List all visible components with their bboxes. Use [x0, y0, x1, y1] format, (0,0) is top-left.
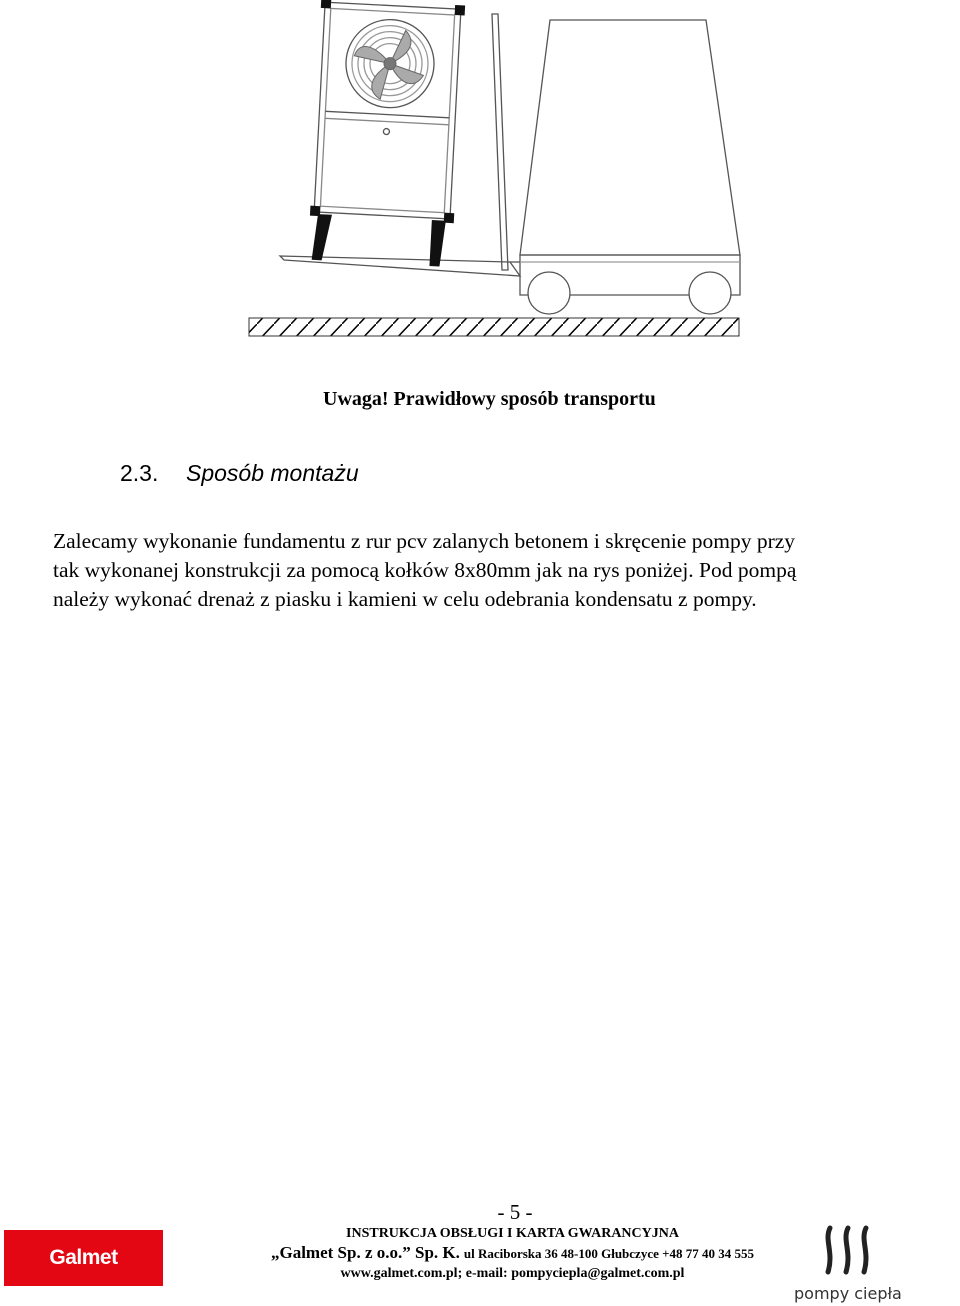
heat-pump [308, 0, 466, 267]
company-address: ul Raciborska 36 48-100 Głubczyce +48 77 40 34 555 [463, 1246, 755, 1261]
footer-text [190, 1225, 835, 1283]
body-paragraph [53, 527, 960, 614]
footer-title: INSTRUKCJA OBSŁUGI I KARTA GWARANCYJNA [346, 1226, 679, 1241]
section-title: Sposób montażu [186, 460, 359, 486]
heat-pump-brand-logo [790, 1222, 910, 1306]
transport-figure [240, 0, 750, 345]
heat-waves-icon [820, 1222, 880, 1280]
forklift-body [280, 14, 740, 314]
section-number: 2.3. [120, 460, 159, 486]
footer-contact: www.galmet.com.pl; e-mail: pompyciepla@galmet.com.pl [340, 1266, 685, 1281]
footer-company [190, 1243, 835, 1264]
section-heading [120, 460, 359, 487]
figure-caption: Uwaga! Prawidłowy sposób transportu [323, 388, 656, 410]
galmet-logo-text: Galmet [49, 1246, 118, 1269]
ground-hatch [249, 318, 739, 336]
body-line: należy wykonać drenaż z piasku i kamieni w celu odebrania kondensatu z pompy. [53, 587, 757, 611]
brand-text: pompy ciepła [794, 1284, 902, 1303]
company-name: „Galmet Sp. z o.o.” Sp. K. [270, 1243, 460, 1262]
body-line: Zalecamy wykonanie fundamentu z rur pcv zalanych betonem i skręcenie pompy przy [53, 529, 796, 553]
forklift-illustration [240, 0, 750, 345]
body-line: tak wykonanej konstrukcji za pomocą kołków 8x80mm jak na rys poniżej. Pod pompą [53, 558, 797, 582]
page-number: - 5 - [497, 1200, 533, 1224]
galmet-logo [4, 1230, 163, 1286]
